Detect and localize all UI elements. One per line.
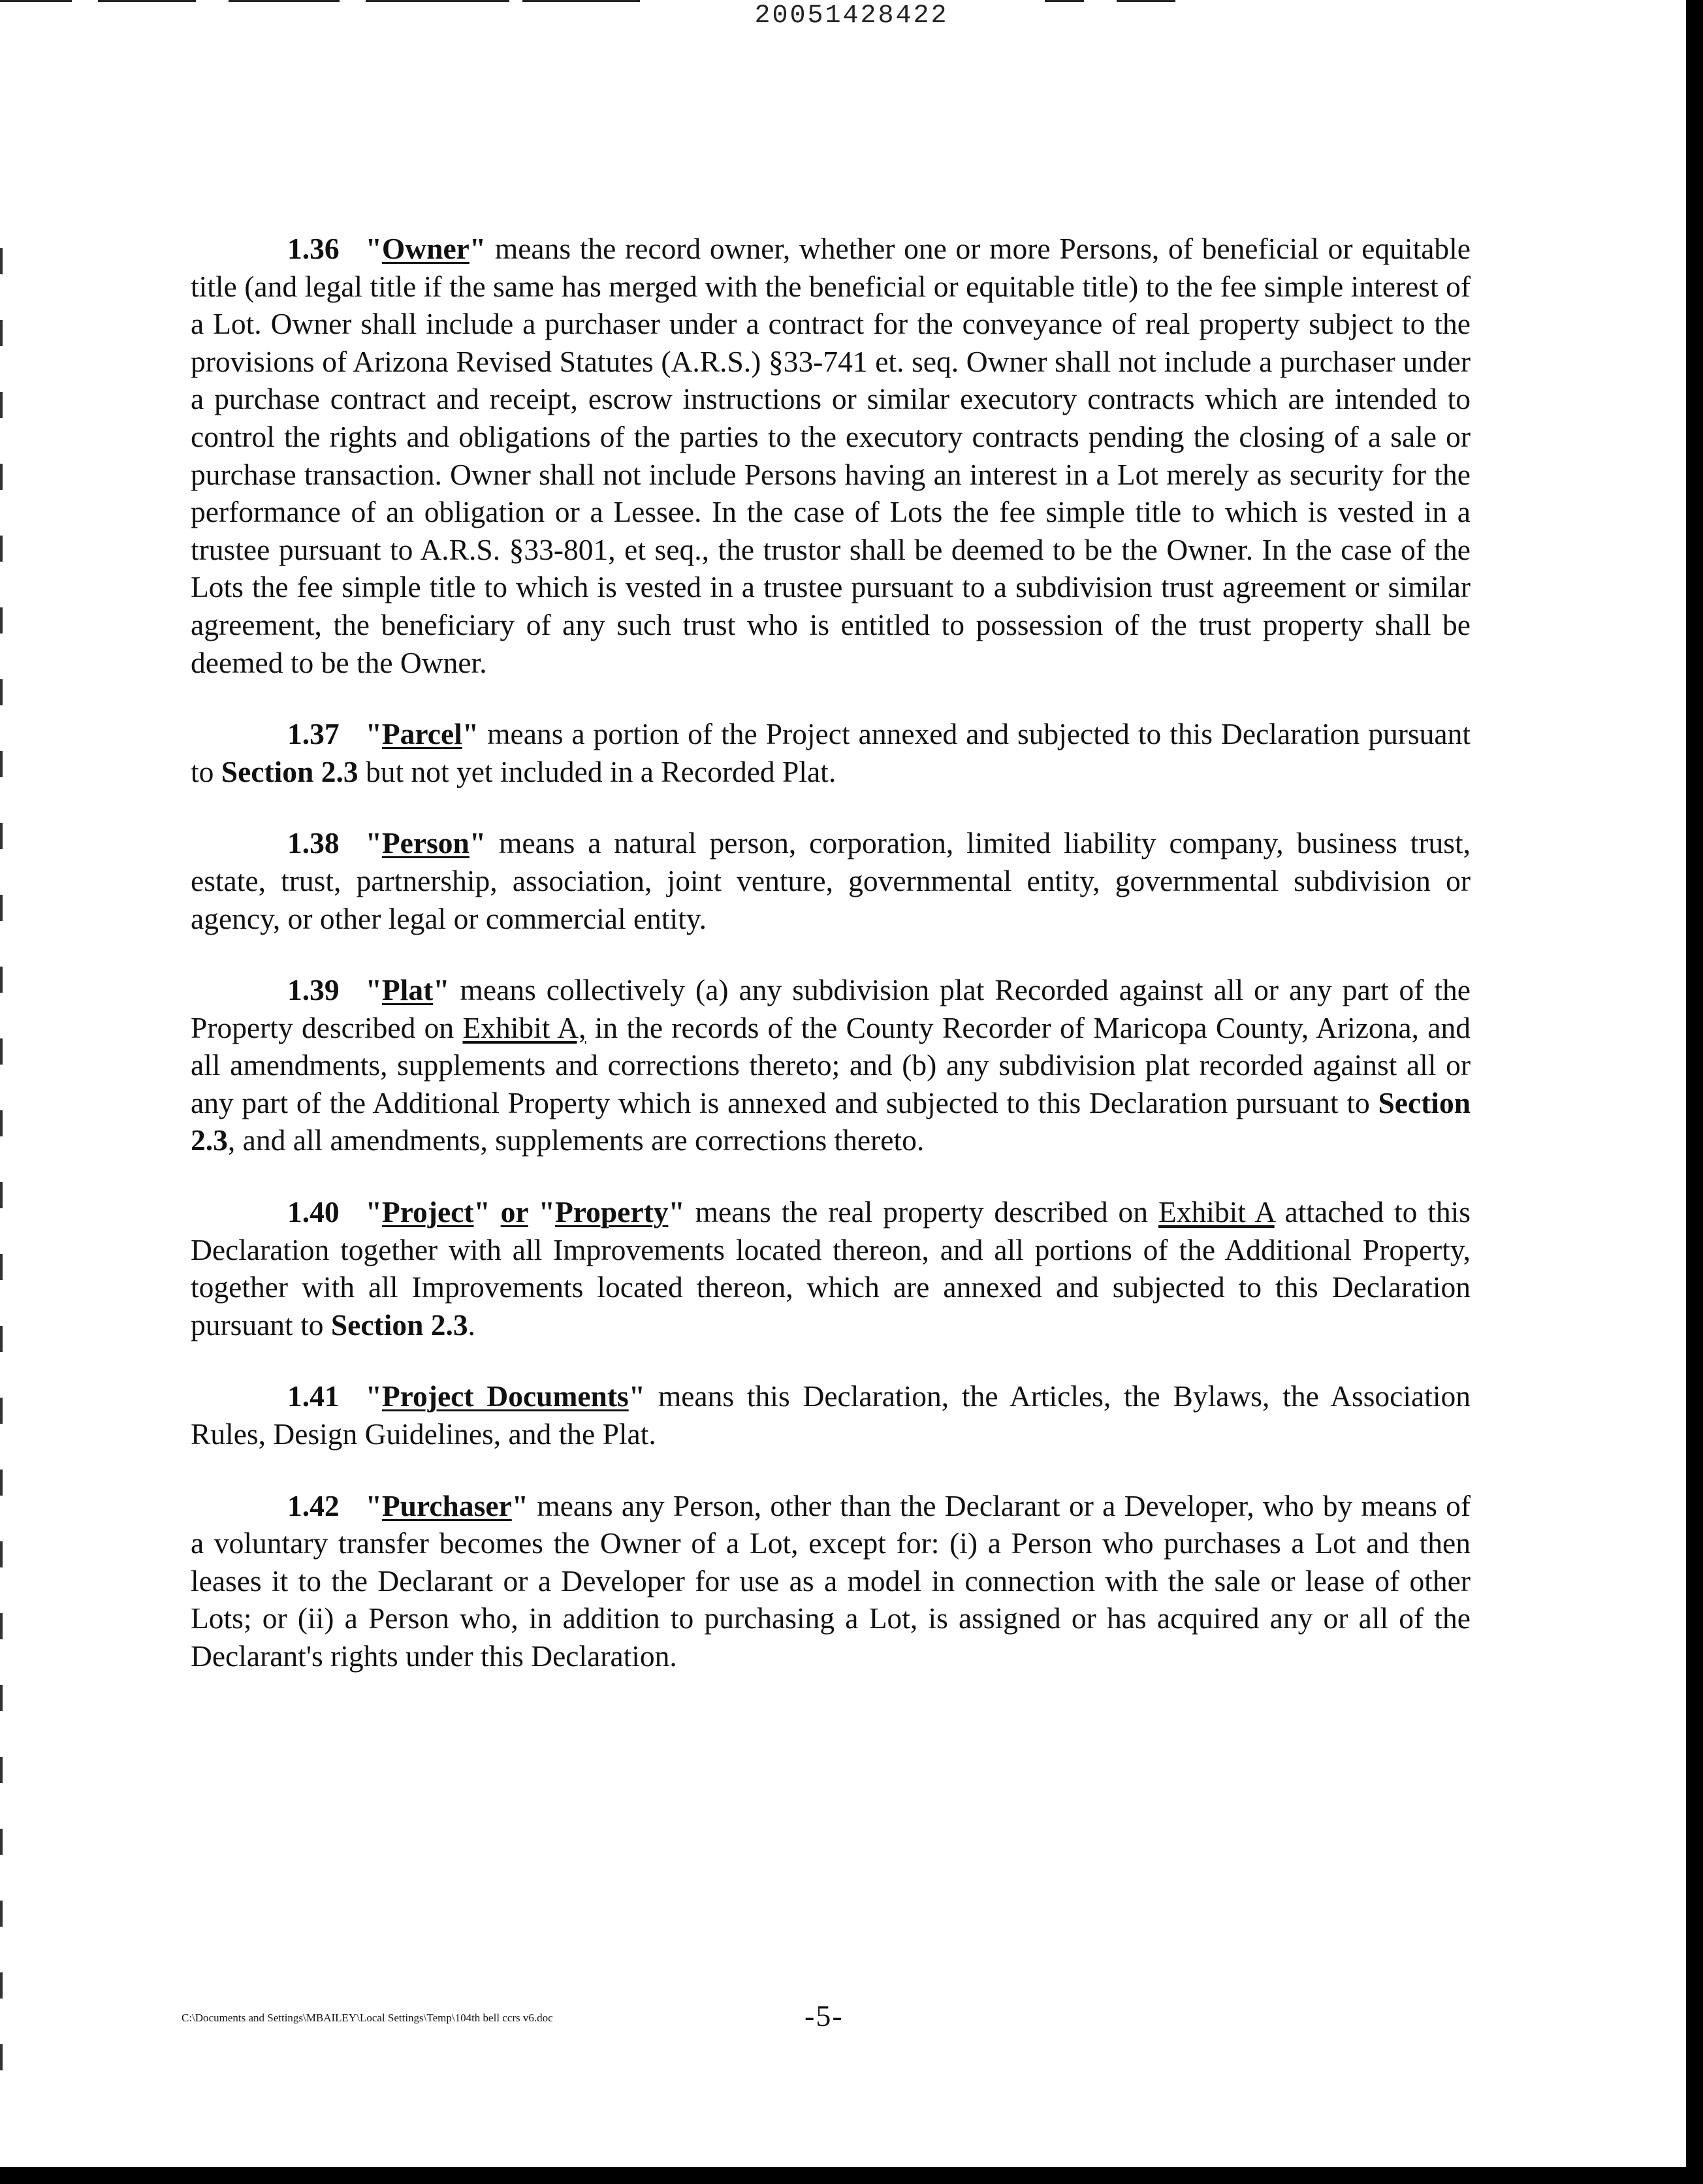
left-scan-margin xyxy=(0,248,3,2077)
definition-text: means any Person, other than the Declarant or a Developer, who by means of a voluntary transfer becomes the Owner of a Lot, except for: (i) a Person who purchases a Lot and then leases it to the Declarant or a Developer for use as a model in connection with the sale or lease of other Lots; or (ii) a Person who, in addition to purchasing a Lot, is assigned or has acquired any or all of the Declarant's rights under this Declaration. xyxy=(191,1488,1471,1673)
definition-text: means this Declaration, the Articles, the Bylaws, the Association Rules, Design Guidelines, and the Plat. xyxy=(191,1379,1471,1451)
exhibit-reference: Exhibit A, xyxy=(462,1010,586,1044)
section-number: 1.36 xyxy=(287,232,340,265)
section-number: 1.42 xyxy=(287,1488,340,1522)
section-number: 1.41 xyxy=(287,1379,340,1413)
section-1-41 xyxy=(191,1377,1471,1453)
defined-term: "Owner" xyxy=(365,232,486,265)
definition-text: but not yet included in a Recorded Plat. xyxy=(365,754,836,788)
section-1-42 xyxy=(191,1487,1471,1675)
definition-text: means collectively (a) any subdivision plat Recorded against all or any part of the Property described on xyxy=(191,973,1471,1044)
section-reference: Section 2.3 xyxy=(221,754,358,788)
section-number: 1.39 xyxy=(287,973,340,1007)
defined-term: "Purchaser" xyxy=(365,1488,528,1522)
document-number: 20051428422 xyxy=(754,1,949,31)
definition-text: means the record owner, whether one or more Persons, of beneficial or equitable title (and legal title if the same has merged with the beneficial or equitable title) to the fee simple interest of a Lot. Owner shall include a purchaser under a contract for the conveyance of real property subject to the provisions of Arizona Revised Statutes (A.R.S.) §33-741 et. seq. Owner shall not include a purchaser under a purchase contract and receipt, escrow instructions or similar executory contracts which are intended to control the rights and obligations of the parties to the executory contracts pending the closing of a sale or purchase transaction. Owner shall not include Persons having an interest in a Lot merely as security for the performance of an obligation or a Lessee. In the case of Lots the fee simple title to which is vested in a trustee pursuant to A.R.S. §33-801, et seq., the trustor shall be deemed to be the Owner. In the case of the Lots the fee simple title to which is vested in a trustee pursuant to a subdivision trust agreement or similar agreement, the beneficiary of any such trust who is entitled to possession of the trust property shall be deemed to be the Owner. xyxy=(191,232,1471,679)
definition-text: means a natural person, corporation, limited liability company, business trust, estate, trust, partnership, association, joint venture, governmental entity, governmental subdivision or agency, or other legal or commercial entity. xyxy=(191,826,1471,935)
right-scan-border xyxy=(1686,0,1703,2184)
defined-term: "Project" or "Property" xyxy=(365,1195,685,1229)
definition-text: . xyxy=(468,1308,476,1341)
section-1-36 xyxy=(191,230,1471,681)
definition-text: means the real property described on xyxy=(695,1195,1149,1229)
definition-text: means a portion of the Project annexed and subjected to this Declaration pursuant to xyxy=(191,717,1471,788)
definition-text: attached to this Declaration together with all Improvements located thereon, and all portions of the Additional Property, together with all Improvements located thereon, which are annexed and subjected to this Declaration pursuant to xyxy=(191,1195,1471,1341)
section-reference: Section 2.3 xyxy=(191,1085,1471,1157)
defined-term: "Project Documents" xyxy=(365,1379,645,1413)
section-number: 1.38 xyxy=(287,826,340,860)
section-1-39 xyxy=(191,971,1471,1159)
defined-term: "Parcel" xyxy=(365,717,479,751)
definition-text: in the records of the County Recorder of Maricopa County, Arizona, and all amendments, supplements and corrections thereto; and (b) any subdivision plat recorded against all or any part of the Additional Property which is annexed and subjected to this Declaration pursuant to xyxy=(191,1010,1471,1119)
exhibit-reference: Exhibit A xyxy=(1158,1195,1275,1229)
footer-file-path: C:\Documents and Settings\MBAILEY\Local Settings\Temp\104th bell ccrs v6.doc xyxy=(182,2012,553,2024)
definition-text: , and all amendments, supplements are corrections thereto. xyxy=(227,1123,925,1157)
defined-term: "Person" xyxy=(365,826,486,860)
page-number: -5- xyxy=(804,1999,844,2032)
document-body xyxy=(191,230,1471,1709)
section-reference: Section 2.3 xyxy=(330,1308,468,1341)
bottom-scan-border xyxy=(0,2167,1703,2184)
section-number: 1.40 xyxy=(287,1195,340,1229)
section-1-37 xyxy=(191,715,1471,790)
section-number: 1.37 xyxy=(287,717,340,751)
section-1-38 xyxy=(191,824,1471,937)
defined-term: "Plat" xyxy=(365,973,450,1007)
section-1-40 xyxy=(191,1193,1471,1343)
